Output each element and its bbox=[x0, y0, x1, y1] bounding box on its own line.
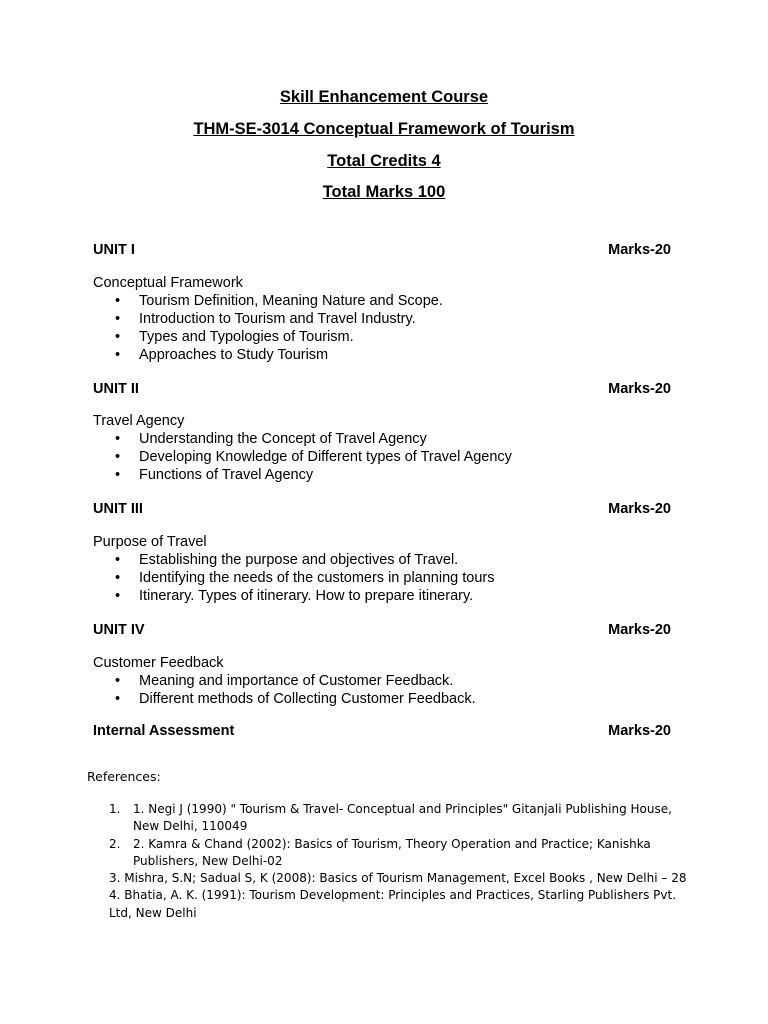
list-item: • Tourism Definition, Meaning Nature and Scope. bbox=[115, 293, 443, 309]
unit-4-marks: Marks-20 bbox=[608, 622, 671, 638]
reference-text: 4. Bhatia, A. K. (1991): Tourism Development: Principles and Practices, Starling Publishers Pvt. Ltd, New Delhi bbox=[109, 888, 677, 920]
unit-2-marks: Marks-20 bbox=[608, 381, 671, 397]
unit-4-topic-list bbox=[93, 672, 693, 708]
reference-text: 1. Negi J (1990) " Tourism & Travel- Conceptual and Principles" Gitanjali Publishing House, New Delhi, 110049 bbox=[133, 802, 672, 834]
reference-text: 3. Mishra, S.N; Sadual S, K (2008): Basics of Tourism Management, Excel Books , New Delhi – 28 bbox=[109, 871, 687, 886]
internal-assessment-header bbox=[93, 722, 671, 740]
reference-item bbox=[109, 887, 689, 922]
bullet-icon: • bbox=[115, 552, 121, 568]
total-credits-heading: Total Credits 4 bbox=[327, 152, 441, 170]
reference-number: 1. bbox=[109, 802, 121, 816]
bullet-icon: • bbox=[115, 449, 121, 465]
list-item: • Approaches to Study Tourism bbox=[115, 347, 329, 363]
unit-3-subtitle: Purpose of Travel bbox=[93, 534, 207, 550]
list-item: • Introduction to Tourism and Travel Industry. bbox=[115, 311, 416, 327]
course-title-heading: THM-SE-3014 Conceptual Framework of Tourism bbox=[193, 120, 575, 138]
reference-text: 2. Kamra & Chand (2002): Basics of Tourism, Theory Operation and Practice; Kanishka Publishers, New Delhi-02 bbox=[133, 836, 651, 868]
unit-3-topic-list bbox=[93, 551, 693, 605]
unit-2-header bbox=[93, 380, 671, 398]
internal-assessment-title: Internal Assessment bbox=[93, 723, 235, 739]
list-item: • Functions of Travel Agency bbox=[115, 467, 314, 483]
references-heading: References: bbox=[87, 769, 161, 784]
list-item: • Itinerary. Types of itinerary. How to prepare itinerary. bbox=[115, 588, 474, 604]
unit-2-subtitle: Travel Agency bbox=[93, 413, 185, 429]
unit-3-content bbox=[93, 533, 693, 605]
unit-4-title: UNIT IV bbox=[93, 622, 145, 638]
unit-1-header bbox=[93, 241, 671, 259]
total-marks-heading: Total Marks 100 bbox=[322, 183, 446, 201]
bullet-icon: • bbox=[115, 570, 121, 586]
bullet-icon: • bbox=[115, 329, 121, 345]
list-item: • Meaning and importance of Customer Feedback. bbox=[115, 673, 454, 689]
list-item: • Identifying the needs of the customers in planning tours bbox=[115, 570, 495, 586]
bullet-icon: • bbox=[115, 467, 121, 483]
internal-assessment-marks: Marks-20 bbox=[608, 723, 671, 739]
list-item: • Types and Typologies of Tourism. bbox=[115, 329, 354, 345]
unit-2-title: UNIT II bbox=[93, 381, 139, 397]
reference-item bbox=[109, 836, 689, 871]
unit-2-content bbox=[93, 412, 693, 484]
reference-item bbox=[109, 801, 689, 836]
unit-1-topic-list bbox=[93, 292, 693, 364]
unit-4-header bbox=[93, 621, 671, 639]
unit-1-content bbox=[93, 274, 693, 364]
list-item: • Understanding the Concept of Travel Agency bbox=[115, 431, 427, 447]
bullet-icon: • bbox=[115, 691, 121, 707]
list-item: • Developing Knowledge of Different types of Travel Agency bbox=[115, 449, 512, 465]
unit-3-header bbox=[93, 500, 671, 518]
unit-1-subtitle: Conceptual Framework bbox=[93, 275, 243, 291]
references-list bbox=[109, 801, 689, 922]
bullet-icon: • bbox=[115, 293, 121, 309]
list-item: • Different methods of Collecting Customer Feedback. bbox=[115, 691, 476, 707]
reference-item bbox=[109, 870, 689, 887]
bullet-icon: • bbox=[115, 431, 121, 447]
unit-2-topic-list bbox=[93, 430, 693, 484]
bullet-icon: • bbox=[115, 311, 121, 327]
unit-3-marks: Marks-20 bbox=[608, 501, 671, 517]
unit-4-content bbox=[93, 654, 693, 708]
bullet-icon: • bbox=[115, 673, 121, 689]
unit-3-title: UNIT III bbox=[93, 501, 143, 517]
bullet-icon: • bbox=[115, 588, 121, 604]
unit-4-subtitle: Customer Feedback bbox=[93, 655, 224, 671]
course-type-heading: Skill Enhancement Course bbox=[279, 88, 489, 106]
reference-number: 2. bbox=[109, 836, 121, 851]
bullet-icon: • bbox=[115, 347, 121, 363]
unit-1-title: UNIT I bbox=[93, 242, 135, 258]
list-item: • Establishing the purpose and objectives of Travel. bbox=[115, 552, 459, 568]
unit-1-marks: Marks-20 bbox=[608, 242, 671, 258]
